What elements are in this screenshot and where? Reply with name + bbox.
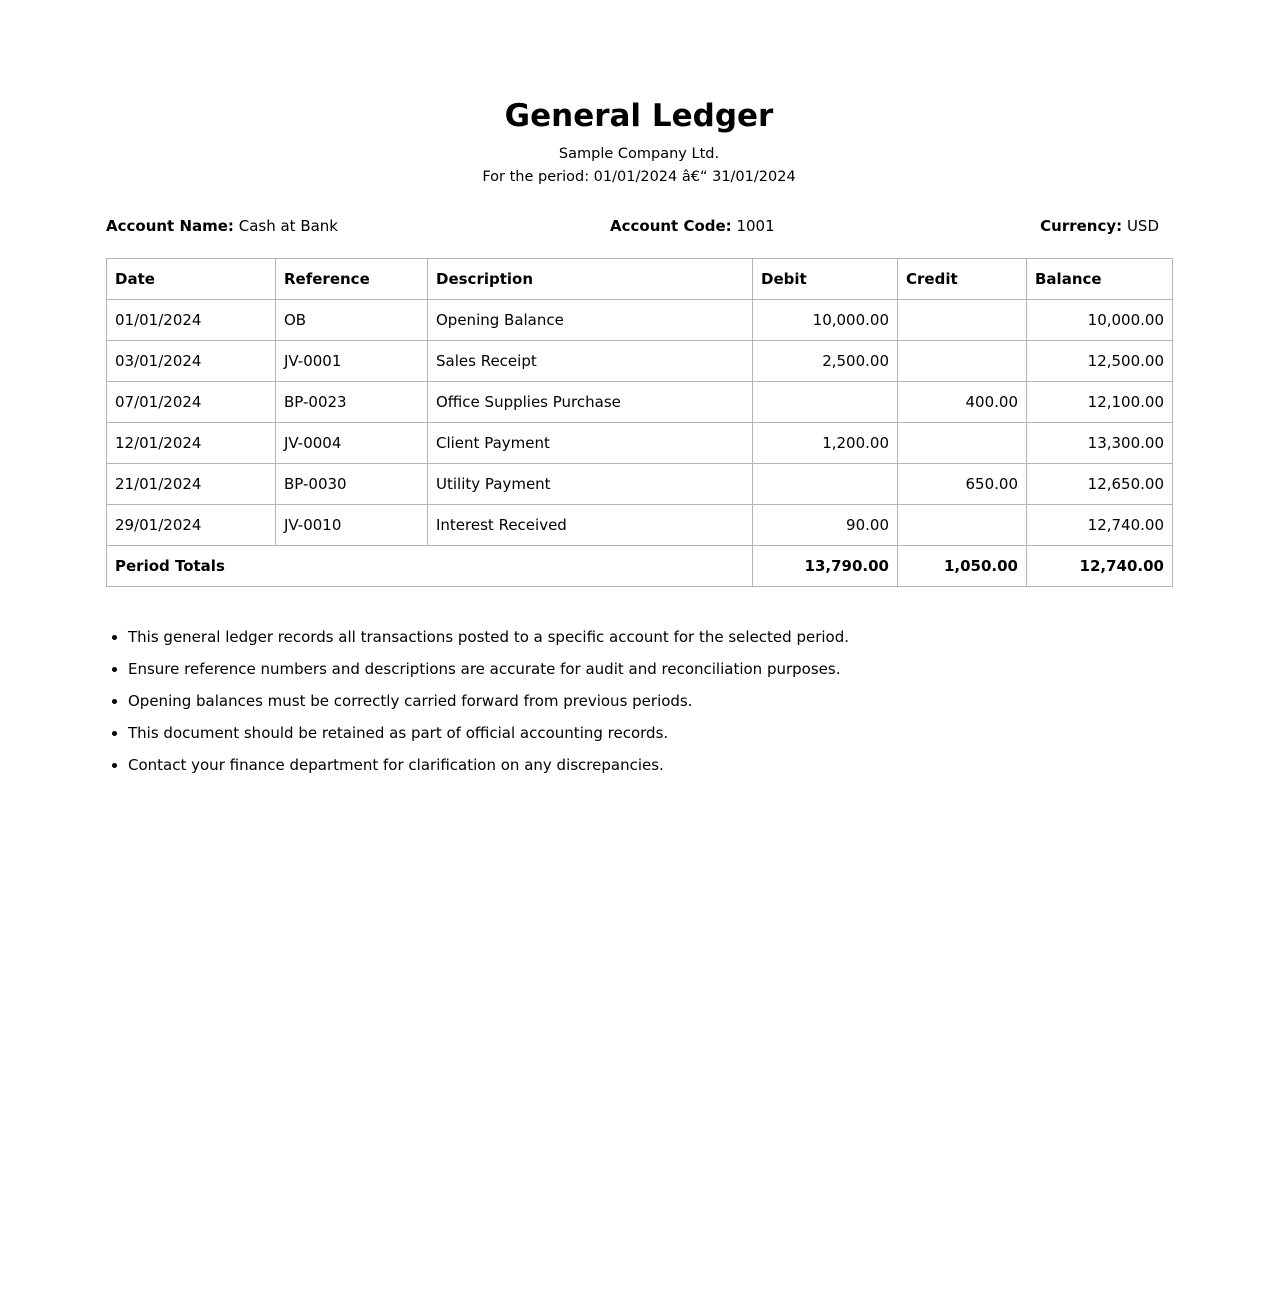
cell-credit (898, 423, 1027, 464)
list-item: • Opening balances must be correctly carried forward from previous periods. (128, 685, 849, 717)
cell-reference: JV-0004 (276, 423, 428, 464)
period-range: For the period: 01/01/2024 â€“ 31/01/2024 (482, 169, 796, 185)
table-row (107, 505, 1173, 546)
cell-balance: 12,650.00 (1027, 464, 1173, 505)
account-code (610, 216, 775, 236)
cell-debit: 2,500.00 (753, 341, 898, 382)
currency-label: Currency: (1040, 217, 1123, 235)
company-name: Sample Company Ltd. (558, 146, 720, 162)
cell-credit (898, 300, 1027, 341)
table-row (107, 382, 1173, 423)
cell-description: Interest Received (428, 505, 753, 546)
totals-credit: 1,050.00 (898, 546, 1027, 587)
column-header-date: Date (107, 259, 276, 300)
cell-reference: BP-0030 (276, 464, 428, 505)
cell-reference: JV-0010 (276, 505, 428, 546)
totals-debit: 13,790.00 (753, 546, 898, 587)
cell-date: 01/01/2024 (107, 300, 276, 341)
totals-balance: 12,740.00 (1027, 546, 1173, 587)
column-header-description: Description (428, 259, 753, 300)
currency (1040, 216, 1159, 236)
column-header-credit: Credit (898, 259, 1027, 300)
ledger-table (106, 258, 1173, 587)
cell-description: Sales Receipt (428, 341, 753, 382)
cell-description: Utility Payment (428, 464, 753, 505)
list-item: • This document should be retained as part of official accounting records. (128, 717, 849, 749)
table-header-row (107, 259, 1173, 300)
cell-balance: 10,000.00 (1027, 300, 1173, 341)
page-title: General Ledger (504, 98, 774, 134)
cell-description: Client Payment (428, 423, 753, 464)
column-header-balance: Balance (1027, 259, 1173, 300)
totals-label: Period Totals (107, 546, 753, 587)
cell-credit: 650.00 (898, 464, 1027, 505)
account-code-value: 1001 (736, 217, 775, 235)
table-row (107, 464, 1173, 505)
cell-debit (753, 382, 898, 423)
cell-reference: BP-0023 (276, 382, 428, 423)
list-item: • This general ledger records all transactions posted to a specific account for the selected period. (128, 621, 849, 653)
list-item: • Ensure reference numbers and descriptions are accurate for audit and reconciliation purposes. (128, 653, 849, 685)
currency-value: USD (1126, 217, 1159, 235)
cell-credit: 400.00 (898, 382, 1027, 423)
cell-debit: 90.00 (753, 505, 898, 546)
account-name-label: Account Name: (106, 217, 234, 235)
account-code-label: Account Code: (610, 217, 732, 235)
totals-row (107, 546, 1173, 587)
list-item: • Contact your finance department for clarification on any discrepancies. (128, 749, 849, 781)
cell-balance: 12,740.00 (1027, 505, 1173, 546)
column-header-reference: Reference (276, 259, 428, 300)
cell-credit (898, 505, 1027, 546)
cell-debit: 10,000.00 (753, 300, 898, 341)
cell-date: 21/01/2024 (107, 464, 276, 505)
cell-date: 12/01/2024 (107, 423, 276, 464)
table-row (107, 341, 1173, 382)
cell-date: 07/01/2024 (107, 382, 276, 423)
cell-reference: JV-0001 (276, 341, 428, 382)
cell-date: 03/01/2024 (107, 341, 276, 382)
cell-debit: 1,200.00 (753, 423, 898, 464)
column-header-debit: Debit (753, 259, 898, 300)
cell-debit (753, 464, 898, 505)
cell-description: Office Supplies Purchase (428, 382, 753, 423)
account-name-value: Cash at Bank (238, 217, 338, 235)
cell-credit (898, 341, 1027, 382)
cell-reference: OB (276, 300, 428, 341)
cell-balance: 12,500.00 (1027, 341, 1173, 382)
table-row (107, 423, 1173, 464)
cell-balance: 13,300.00 (1027, 423, 1173, 464)
cell-description: Opening Balance (428, 300, 753, 341)
cell-balance: 12,100.00 (1027, 382, 1173, 423)
notes-list (106, 621, 849, 781)
table-row (107, 300, 1173, 341)
cell-date: 29/01/2024 (107, 505, 276, 546)
account-name (106, 216, 338, 236)
